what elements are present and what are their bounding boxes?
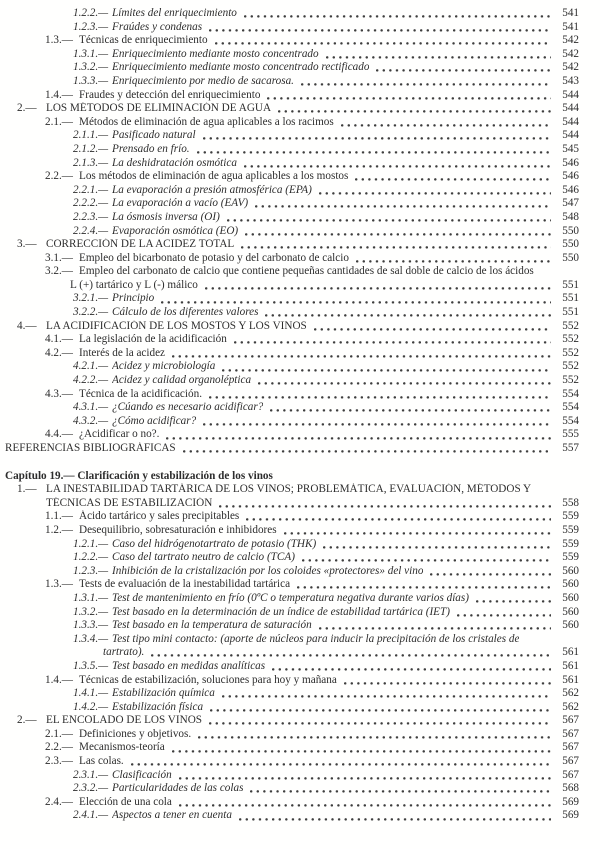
dot-leader <box>244 165 551 168</box>
entry-title: Interés de la acidez <box>79 346 166 359</box>
entry-title: Enriquecimiento mediante mosto concentrado rectificado <box>112 61 370 74</box>
entry-page: 544 <box>562 129 579 142</box>
dot-leader <box>476 600 551 603</box>
entry-title: Test basado en la determinación de un índice de estabilidad tartárica (IET) <box>112 605 450 618</box>
entry-title: Acidez y microbiología <box>112 360 216 373</box>
entry-title: Test basado en la temperatura de saturación <box>112 619 312 632</box>
entry-title: LA INESTABILIDAD TARTÁRICA DE LOS VINOS; PROBLEMÁTICA, EVALUACIÓN, MÉTODOS Y <box>46 483 532 496</box>
entry-page: 561 <box>562 646 579 659</box>
dot-leader <box>355 178 551 181</box>
entry-page: 541 <box>562 7 579 19</box>
entry-title: Los métodos de eliminación de agua aplicables a los mostos <box>79 170 349 183</box>
entry-number: 2.3.2.— <box>73 782 109 795</box>
chapter-heading: Capítulo 19.— Clarificación y estabilización de los vinos <box>5 469 273 482</box>
entry-page: 559 <box>562 537 579 550</box>
entry-title: Pasificado natural <box>112 129 196 142</box>
toc-entry <box>3 347 579 361</box>
dot-leader <box>319 192 551 195</box>
entry-number: 1.3.5.— <box>73 659 109 672</box>
toc-entry <box>3 714 579 728</box>
dot-leader <box>376 69 551 72</box>
entry-page: 561 <box>562 659 579 672</box>
entry-page: 550 <box>562 251 579 264</box>
dot-leader <box>278 110 551 113</box>
entry-number: 1.3.1.— <box>73 47 109 60</box>
entry-number: 1.4.— <box>45 673 73 686</box>
dot-leader <box>430 573 551 576</box>
entry-number: 1.3.3.— <box>73 619 109 632</box>
entry-title: Estabilización química <box>112 687 215 700</box>
entry-page: 542 <box>562 47 579 60</box>
dot-leader <box>151 654 551 657</box>
entry-page: 560 <box>562 564 579 577</box>
dot-leader <box>219 505 551 508</box>
entry-number: 2.— <box>17 102 37 115</box>
dot-leader <box>314 328 551 331</box>
entry-page: 557 <box>562 442 579 454</box>
dot-leader <box>457 614 551 617</box>
entry-title: tartrato). <box>103 646 145 659</box>
dot-leader <box>326 56 551 59</box>
entry-title: Acidez y calidad organoléptica <box>112 374 252 387</box>
entry-page: 551 <box>562 278 579 291</box>
toc-entry <box>3 415 579 429</box>
dot-leader <box>272 668 551 671</box>
toc-entry <box>3 129 579 143</box>
toc-entry <box>3 606 579 620</box>
entry-page: 562 <box>562 700 579 713</box>
entry-page: 562 <box>562 687 579 700</box>
entry-number: 2.— <box>17 714 37 727</box>
entry-number: 2.3.— <box>45 755 73 768</box>
toc-entry <box>3 769 579 783</box>
entry-page: 559 <box>562 523 579 536</box>
dot-leader <box>267 97 551 100</box>
entry-title: Caso del tartrato neutro de calcio (TCA) <box>112 551 295 564</box>
entry-number: 1.3.4.— <box>73 632 109 645</box>
entry-page: 545 <box>562 142 579 155</box>
entry-page: 551 <box>562 306 579 319</box>
entry-number: 2.1.3.— <box>73 156 109 169</box>
toc-entry <box>3 809 579 823</box>
toc-entry <box>3 782 579 796</box>
entry-page: 567 <box>562 755 579 768</box>
entry-number: 2.4.1.— <box>73 809 109 822</box>
toc-entry <box>3 578 579 592</box>
entry-title: Estabilización física <box>112 700 204 713</box>
dot-leader <box>209 396 551 399</box>
dot-leader <box>215 42 551 45</box>
entry-page: 552 <box>562 346 579 359</box>
toc-entry <box>3 184 579 198</box>
entry-number: 2.2.3.— <box>73 210 109 223</box>
dot-leader <box>131 763 551 766</box>
entry-title: Técnicas de estabilización, soluciones para hoy y mañana <box>79 673 337 686</box>
entry-title: La evaporación a vacío (EAV) <box>112 197 249 210</box>
toc-entry <box>3 48 579 62</box>
entry-title: CORRECCIÓN DE LA ACIDEZ TOTAL <box>46 238 235 251</box>
toc-entry <box>3 360 579 374</box>
dot-leader <box>270 409 551 412</box>
toc-entry-continuation <box>3 497 579 511</box>
dot-leader <box>222 369 551 372</box>
toc-entry <box>3 687 579 701</box>
entry-number: 2.1.2.— <box>73 142 109 155</box>
entry-page: 543 <box>562 74 579 87</box>
entry-number: 3.2.— <box>45 265 73 278</box>
entry-title: LA ACIDIFICACIÓN DE LOS MOSTOS Y LOS VINOS <box>46 319 307 332</box>
entry-number: 3.— <box>17 238 37 251</box>
dot-leader <box>265 314 551 317</box>
entry-page: 547 <box>562 197 579 210</box>
entry-page: 541 <box>562 20 579 33</box>
entry-page: 544 <box>562 102 579 115</box>
entry-page: 554 <box>562 414 579 427</box>
entry-page: 551 <box>562 292 579 305</box>
entry-number: 4.3.— <box>45 387 73 400</box>
toc-entry <box>3 102 579 116</box>
toc-entry <box>3 674 579 688</box>
toc-entry <box>3 428 579 442</box>
dot-leader <box>172 750 551 753</box>
entry-number: 4.1.— <box>45 333 73 346</box>
entry-title: Fraúdes y condenas <box>112 20 203 33</box>
entry-title: EL ENCOLADO DE LOS VINOS <box>46 714 202 727</box>
toc-entry <box>3 75 579 89</box>
entry-page: 559 <box>562 551 579 564</box>
entry-number: 2.2.4.— <box>73 224 109 237</box>
toc-entry <box>3 728 579 742</box>
dot-leader <box>198 736 551 739</box>
toc-entry <box>3 265 579 279</box>
entry-page: 546 <box>562 170 579 183</box>
entry-page: 558 <box>562 496 579 509</box>
dot-leader <box>166 437 551 440</box>
entry-page: 554 <box>562 387 579 400</box>
entry-number: 1.3.— <box>45 34 73 47</box>
dot-leader <box>246 518 551 521</box>
dot-leader <box>241 246 551 249</box>
entry-number: 1.1.— <box>45 510 73 523</box>
entry-page: 554 <box>562 401 579 414</box>
entry-page: 567 <box>562 768 579 781</box>
entry-page: 550 <box>562 224 579 237</box>
entry-number: 3.1.— <box>45 251 73 264</box>
entry-title: Clasificación <box>112 768 172 781</box>
entry-title: Métodos de eliminación de agua aplicables a los racimos <box>79 115 334 128</box>
entry-title: Principio <box>112 292 155 305</box>
entry-title: Test tipo mini contacto: (aporte de núcleos para inducir la precipitación de los cristales de <box>112 632 520 645</box>
dot-leader <box>203 423 551 426</box>
entry-title: REFERENCIAS BIBLIOGRÁFICAS <box>5 442 176 454</box>
toc-entry-continuation <box>3 279 579 293</box>
entry-title: Mecanismos-teoría <box>79 741 165 754</box>
dot-leader <box>179 777 551 780</box>
entry-page: 546 <box>562 156 579 169</box>
dot-leader <box>319 627 551 630</box>
entry-page: 552 <box>562 333 579 346</box>
toc-entry <box>3 252 579 266</box>
entry-page: 552 <box>562 360 579 373</box>
dot-leader <box>172 355 551 358</box>
entry-page: 555 <box>562 428 579 441</box>
entry-number: 1.3.2.— <box>73 61 109 74</box>
toc-entry-continuation <box>3 646 579 660</box>
entry-number: 1.4.2.— <box>73 700 109 713</box>
entry-title: ¿Acidificar o no?. <box>79 428 160 441</box>
entry-number: 4.2.1.— <box>73 360 109 373</box>
entry-title: Ácido tartárico y sales precipitables <box>79 510 240 523</box>
dot-leader <box>239 818 551 821</box>
entry-title: Evaporación osmótica (EO) <box>112 224 239 237</box>
entry-page: 567 <box>562 727 579 740</box>
dot-leader <box>234 341 551 344</box>
entry-page: 552 <box>562 319 579 332</box>
entry-title: Empleo del carbonato de calcio que contiene pequeñas cantidades de sal doble de calcio de los ácidos <box>79 265 534 278</box>
entry-number: 2.2.— <box>45 170 73 183</box>
entry-number: 1.— <box>17 483 37 496</box>
dot-leader <box>245 233 551 236</box>
entry-title: Tests de evaluación de la inestabilidad tartárica <box>79 578 291 591</box>
entry-page: 560 <box>562 619 579 632</box>
entry-number: 1.2.1.— <box>73 537 109 550</box>
entry-title: ¿Cómo acidificar? <box>112 414 197 427</box>
entry-number: 4.4.— <box>45 428 73 441</box>
toc-entry <box>3 333 579 347</box>
entry-title: Límites del enriquecimiento <box>112 7 237 19</box>
toc-entry <box>3 633 579 647</box>
chapter-18-continuation <box>3 7 579 456</box>
entry-title: Fraudes y detección del enriquecimiento <box>79 88 261 101</box>
entry-number: 2.1.— <box>45 727 73 740</box>
entry-page: 560 <box>562 591 579 604</box>
entry-title: Técnicas de enriquecimiento <box>79 34 208 47</box>
entry-number: 3.2.1.— <box>73 292 109 305</box>
toc-entry <box>3 143 579 157</box>
entry-page: 561 <box>562 673 579 686</box>
toc-entry <box>3 755 579 769</box>
entry-number: 4.3.2.— <box>73 414 109 427</box>
entry-title: TÉCNICAS DE ESTABILIZACIÓN <box>46 496 213 509</box>
entry-number: 1.4.— <box>45 88 73 101</box>
entry-page: 544 <box>562 88 579 101</box>
entry-number: 2.1.1.— <box>73 129 109 142</box>
entry-page: 569 <box>562 795 579 808</box>
entry-number: 2.4.— <box>45 795 73 808</box>
toc-entry <box>3 34 579 48</box>
entry-title: Test basado en medidas analíticas <box>112 659 266 672</box>
toc-entry <box>3 442 579 456</box>
entry-title: Aspectos a tener en cuenta <box>112 809 232 822</box>
entry-page: 542 <box>562 61 579 74</box>
dot-leader <box>210 709 551 712</box>
toc-entry <box>3 483 579 497</box>
dot-leader <box>209 722 551 725</box>
chapter-19 <box>3 470 579 823</box>
entry-title: La ósmosis inversa (OI) <box>112 210 220 223</box>
entry-number: 1.3.3.— <box>73 74 109 87</box>
entry-title: La evaporación a presión atmosférica (EPA) <box>112 183 312 196</box>
toc-entry <box>3 524 579 538</box>
entry-page: 542 <box>562 34 579 47</box>
dot-leader <box>222 695 551 698</box>
dot-leader <box>227 219 551 222</box>
entry-number: 1.3.2.— <box>73 605 109 618</box>
dot-leader <box>209 29 551 32</box>
toc-entry <box>3 238 579 252</box>
dot-leader <box>258 382 551 385</box>
dot-leader <box>301 83 551 86</box>
entry-number: 1.2.2.— <box>73 7 109 19</box>
dot-leader <box>297 586 551 589</box>
entry-title: Elección de una cola <box>79 795 172 808</box>
toc-entry <box>3 306 579 320</box>
entry-title: Las colas. <box>79 755 124 768</box>
entry-title: Empleo del bicarbonato de potasio y del carbonato de calcio <box>79 251 349 264</box>
entry-title: Técnica de la acidificación. <box>79 387 202 400</box>
toc-entry <box>3 551 579 565</box>
entry-title: LOS MÉTODOS DE ELIMINACIÓN DE AGUA <box>46 102 272 115</box>
toc-entry <box>3 538 579 552</box>
entry-page: 560 <box>562 605 579 618</box>
entry-number: 4.— <box>17 319 37 332</box>
entry-page: 544 <box>562 115 579 128</box>
toc-entry <box>3 592 579 606</box>
entry-number: 2.3.1.— <box>73 768 109 781</box>
entry-number: 1.2.— <box>45 523 73 536</box>
entry-page: 567 <box>562 714 579 727</box>
toc-entry <box>3 89 579 103</box>
entry-title: Enriquecimiento por medio de sacarosa. <box>112 74 294 87</box>
toc-entry <box>3 116 579 130</box>
dot-leader <box>344 682 551 685</box>
entry-title: La deshidratación osmótica <box>112 156 237 169</box>
dot-leader <box>356 260 551 263</box>
toc-entry <box>3 61 579 75</box>
entry-page: 569 <box>562 809 579 822</box>
entry-number: 1.3.— <box>45 578 73 591</box>
entry-number: 4.2.2.— <box>73 374 109 387</box>
entry-number: 2.2.1.— <box>73 183 109 196</box>
toc-entry <box>3 170 579 184</box>
entry-title: Test de mantenimiento en frío (0ºC o temperatura negativa durante varios días) <box>112 591 469 604</box>
entry-title: Enriquecimiento mediante mosto concentrado <box>112 47 319 60</box>
dot-leader <box>197 151 551 154</box>
entry-title: Definiciones y objetivos. <box>79 727 192 740</box>
entry-number: 2.2.2.— <box>73 197 109 210</box>
dot-leader <box>284 532 551 535</box>
toc-entry <box>3 374 579 388</box>
entry-number: 3.2.2.— <box>73 306 109 319</box>
entry-number: 1.2.3.— <box>73 20 109 33</box>
toc-entry <box>3 401 579 415</box>
entry-title: Caso del hidrógenotartrato de potasio (THK) <box>112 537 317 550</box>
toc-entry <box>3 7 579 21</box>
dot-leader <box>323 546 551 549</box>
entry-title: Desequilibrio, sobresaturación e inhibidores <box>79 523 277 536</box>
dot-leader <box>179 804 551 807</box>
toc-entry <box>3 21 579 35</box>
toc-entry <box>3 510 579 524</box>
entry-number: 1.4.1.— <box>73 687 109 700</box>
toc-entry <box>3 320 579 334</box>
dot-leader <box>244 15 551 18</box>
entry-title: Inhibición de la cristalización por los coloides «protectores» del vino <box>112 564 424 577</box>
entry-number: 1.3.1.— <box>73 591 109 604</box>
entry-number: 1.2.2.— <box>73 551 109 564</box>
entry-title: L (+) tartárico y L (-) málico <box>70 278 198 291</box>
toc-entry <box>3 619 579 633</box>
entry-page: 550 <box>562 238 579 251</box>
dot-leader <box>205 287 551 290</box>
entry-number: 2.1.— <box>45 115 73 128</box>
toc-entry <box>3 225 579 239</box>
entry-title: ¿Cúando es necesario acidificar? <box>112 401 264 414</box>
dot-leader <box>161 301 551 304</box>
toc-entry <box>3 157 579 171</box>
toc-entry <box>3 292 579 306</box>
dot-leader <box>183 450 551 453</box>
entry-number: 2.2.— <box>45 741 73 754</box>
entry-title: La legislación de la acidificación <box>79 333 227 346</box>
toc-entry <box>3 741 579 755</box>
entry-page: 560 <box>562 578 579 591</box>
entry-title: Cálculo de los diferentes valores <box>112 306 259 319</box>
toc-entry <box>3 565 579 579</box>
entry-page: 546 <box>562 183 579 196</box>
entry-page: 552 <box>562 374 579 387</box>
entry-number: 1.2.3.— <box>73 564 109 577</box>
entry-number: 4.3.1.— <box>73 401 109 414</box>
dot-leader <box>255 205 551 208</box>
toc-entry <box>3 660 579 674</box>
dot-leader <box>302 559 551 562</box>
toc-entry <box>3 796 579 810</box>
toc-entry <box>3 701 579 715</box>
entry-number: 4.2.— <box>45 346 73 359</box>
dot-leader <box>250 790 551 793</box>
entry-page: 568 <box>562 782 579 795</box>
toc-entry <box>3 197 579 211</box>
dot-leader <box>341 124 551 127</box>
dot-leader <box>203 137 551 140</box>
entry-page: 548 <box>562 210 579 223</box>
toc-entry <box>3 388 579 402</box>
entry-title: Prensado en frío. <box>112 142 190 155</box>
toc-entry <box>3 211 579 225</box>
entry-title: Particularidades de las colas <box>112 782 244 795</box>
entry-page: 559 <box>562 510 579 523</box>
entry-page: 567 <box>562 741 579 754</box>
